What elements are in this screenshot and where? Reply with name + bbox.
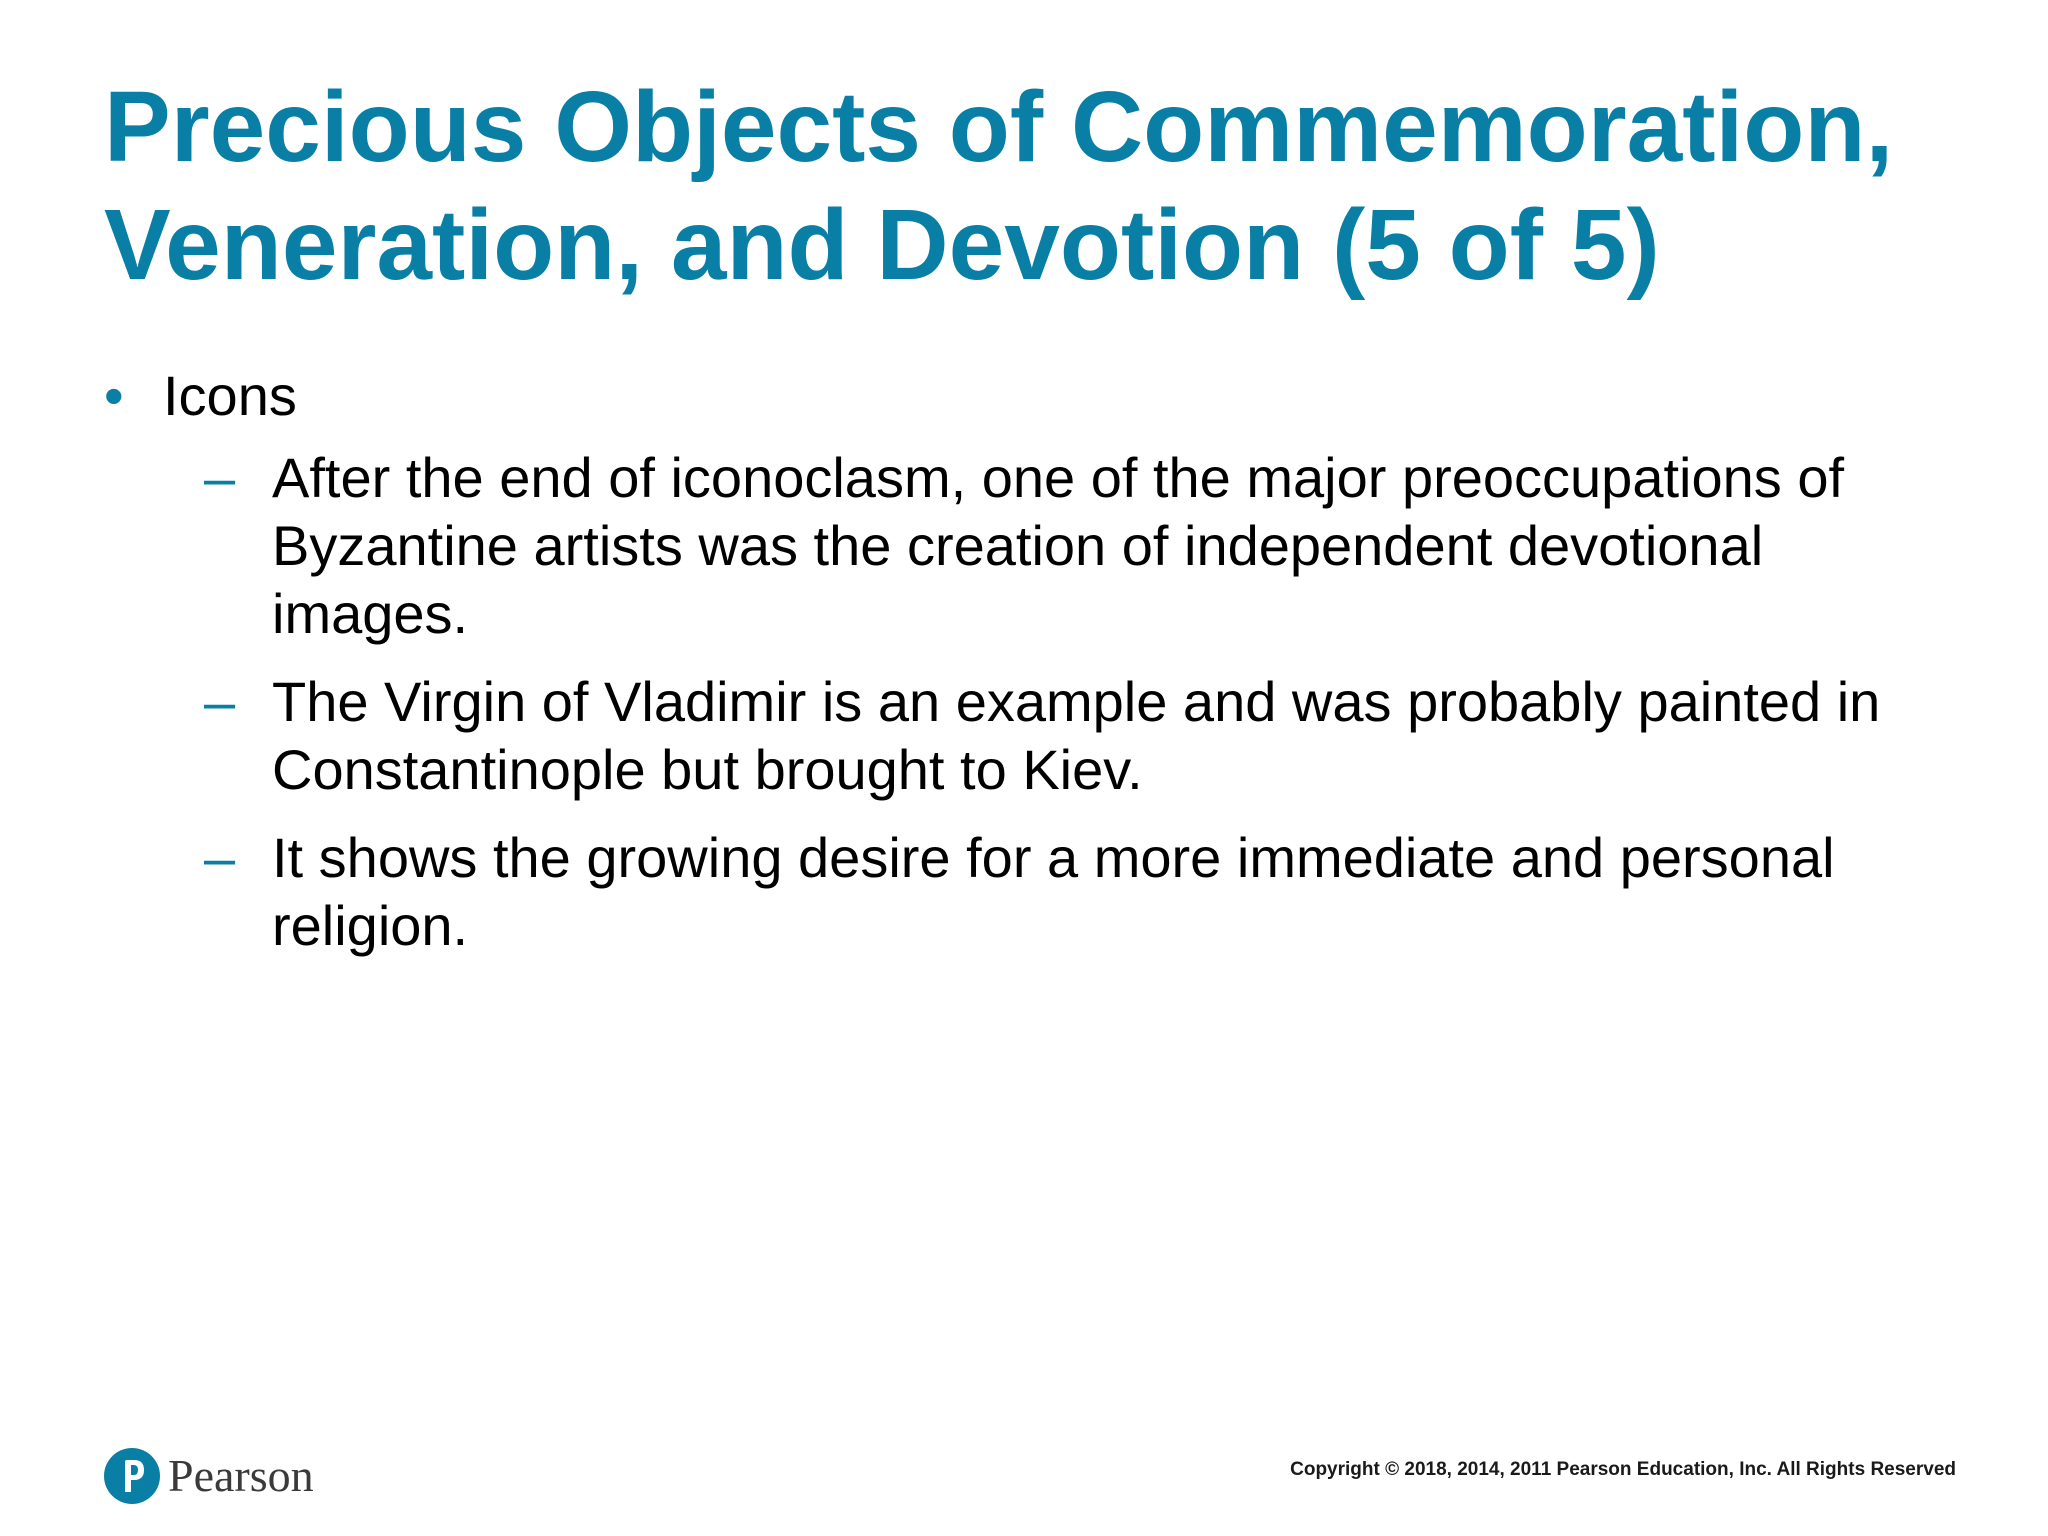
sub-bullet-text: The Virgin of Vladimir is an example and was probably painted in Constantinople but brought to Kiev. xyxy=(272,670,1881,801)
pearson-logo xyxy=(104,1446,314,1506)
sub-bullet-marker: – xyxy=(204,826,236,889)
copyright-notice: Copyright © 2018, 2014, 2011 Pearson Education, Inc. All Rights Reserved xyxy=(1290,1459,1956,1480)
pearson-logo-text: Pearson xyxy=(168,1450,314,1501)
bullet-item-icons xyxy=(104,362,1964,430)
pearson-p-logo-icon xyxy=(104,1448,160,1504)
sub-bullet-marker: – xyxy=(204,446,236,509)
sub-bullet-marker: – xyxy=(204,670,236,733)
sub-bullet-item xyxy=(104,668,1964,804)
bullet-text: Icons xyxy=(163,364,297,427)
sub-bullet-text: It shows the growing desire for a more immediate and personal religion. xyxy=(272,826,1835,957)
sub-bullet-text: After the end of iconoclasm, one of the major preoccupations of Byzantine artists was the creation of independent devotional images. xyxy=(272,446,1845,645)
slide-content xyxy=(104,362,1964,980)
sub-bullet-list xyxy=(104,444,1964,960)
slide-title: Precious Objects of Commemoration, Veneration, and Devotion (5 of 5) xyxy=(104,71,1894,301)
bullet-marker: • xyxy=(104,364,124,427)
sub-bullet-item xyxy=(104,824,1964,960)
sub-bullet-item xyxy=(104,444,1964,648)
